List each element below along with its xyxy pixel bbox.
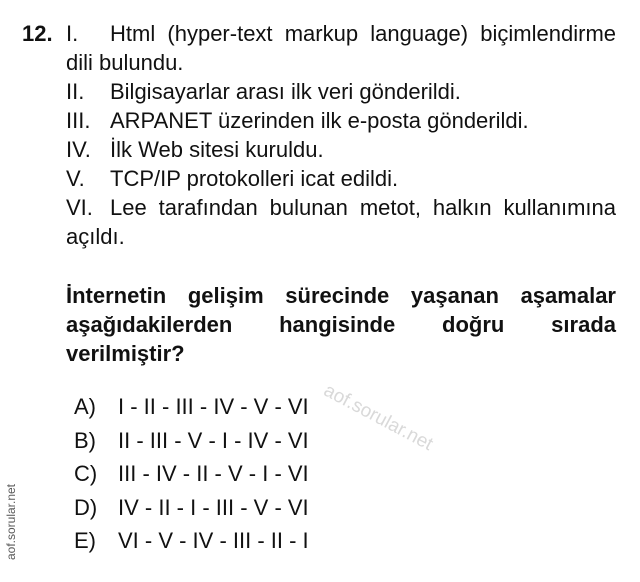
question-number: 12. bbox=[22, 21, 53, 46]
statement-list bbox=[66, 19, 616, 251]
statement-item-1 bbox=[66, 19, 616, 77]
statement-item-6 bbox=[66, 193, 616, 251]
statement-item-4 bbox=[66, 135, 616, 164]
option-letter: B) bbox=[74, 427, 96, 453]
option-text: III - IV - II - V - I - VI bbox=[118, 461, 309, 486]
option-e[interactable] bbox=[74, 524, 309, 558]
option-a[interactable] bbox=[74, 390, 309, 424]
statement-text: ARPANET üzerinden ilk e-posta gönderildi. bbox=[110, 108, 529, 133]
statement-item-2 bbox=[66, 77, 616, 106]
option-letter: D) bbox=[74, 494, 98, 520]
statement-item-5 bbox=[66, 164, 616, 193]
statement-text: Html (hyper-text markup language) biçimlendirme dili bulundu. bbox=[66, 21, 616, 75]
statement-text: İlk Web sitesi kuruldu. bbox=[110, 137, 324, 162]
option-text: II - III - V - I - IV - VI bbox=[118, 427, 309, 453]
question-stem: İnternetin gelişim sürecinde yaşanan aşamalar aşağıdakilerden hangisinde doğru sırada verilmiştir? bbox=[66, 283, 616, 366]
option-text: IV - II - I - III - V - VI bbox=[118, 494, 309, 520]
option-text: I - II - III - IV - V - VI bbox=[118, 394, 309, 419]
statement-numeral: VI. bbox=[66, 195, 93, 220]
statement-numeral: III. bbox=[66, 108, 91, 133]
statement-text: TCP/IP protokolleri icat edildi. bbox=[110, 166, 399, 191]
statement-numeral: II. bbox=[66, 79, 85, 104]
statement-numeral: V. bbox=[66, 166, 85, 191]
option-b[interactable] bbox=[74, 424, 309, 458]
statement-text: Lee tarafından bulunan metot, halkın kullanımına açıldı. bbox=[66, 195, 616, 249]
diagonal-watermark: aof.sorular.net bbox=[320, 380, 437, 456]
answer-options bbox=[74, 390, 309, 558]
statement-numeral: IV. bbox=[66, 137, 91, 162]
option-text: VI - V - IV - III - II - I bbox=[118, 528, 309, 553]
option-letter: C) bbox=[74, 461, 98, 486]
statement-text: Bilgisayarlar arası ilk veri gönderildi. bbox=[110, 79, 461, 104]
option-c[interactable] bbox=[74, 457, 309, 491]
option-letter: E) bbox=[74, 528, 96, 553]
statement-item-3 bbox=[66, 106, 616, 135]
option-d[interactable] bbox=[74, 491, 309, 525]
option-letter: A) bbox=[74, 394, 96, 419]
statement-numeral: I. bbox=[66, 21, 79, 46]
side-watermark: aof.sorular.net bbox=[4, 483, 18, 561]
